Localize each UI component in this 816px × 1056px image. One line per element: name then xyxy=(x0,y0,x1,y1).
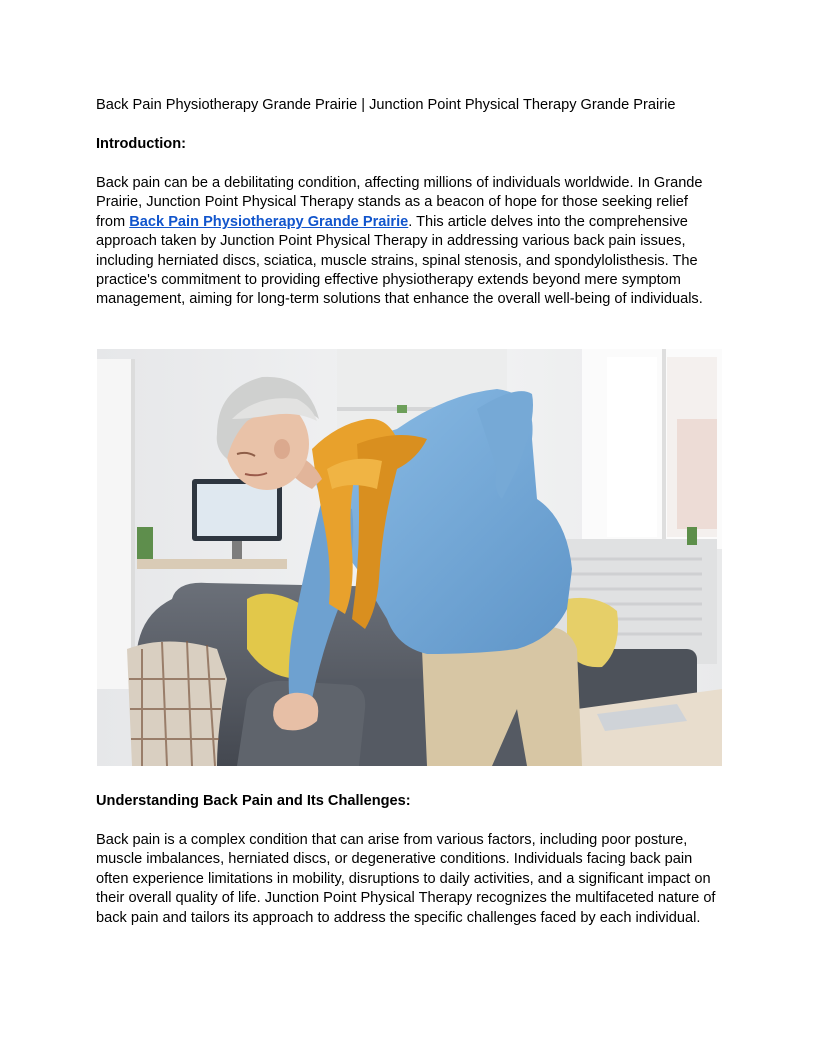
understanding-back-pain-paragraph xyxy=(96,831,726,928)
back-pain-physiotherapy-link[interactable]: Back Pain Physiotherapy Grande Prairie xyxy=(129,213,409,230)
paragraph-text: from xyxy=(96,213,130,230)
paragraph-line: Prairie, Junction Point Physical Therapy stands as a beacon of hope for those seeking relief xyxy=(96,194,688,211)
understanding-back-pain-heading: Understanding Back Pain and Its Challenges: xyxy=(96,793,411,809)
paragraph-text: . This article delves into the comprehensive xyxy=(408,213,688,230)
introduction-paragraph xyxy=(96,174,726,310)
document-title: Back Pain Physiotherapy Grande Prairie | Junction Point Physical Therapy Grande Prairie xyxy=(96,97,676,113)
paragraph-line: management, aiming for long-term solutions that enhance the overall well-being of individuals. xyxy=(96,291,703,308)
paragraph-line: practice's commitment to providing effective physiotherapy extends beyond mere symptom xyxy=(96,272,681,289)
paragraph-line: including herniated discs, sciatica, muscle strains, spinal stenosis, and spondylolisthesis. The xyxy=(96,252,698,269)
paragraph-line: Back pain can be a debilitating condition, affecting millions of individuals worldwide. In Grande xyxy=(96,175,703,191)
paragraph-line-with-link xyxy=(96,213,726,232)
paragraph-line: their overall quality of life. Junction Point Physical Therapy recognizes the multifaceted nature of xyxy=(96,890,716,907)
paragraph-line: approach taken by Junction Point Physical Therapy in addressing various back pain issues, xyxy=(96,233,686,250)
paragraph-line: muscle imbalances, herniated discs, or degenerative conditions. Individuals facing back pain xyxy=(96,851,693,868)
back-pain-photo xyxy=(97,349,722,766)
paragraph-line: often experience limitations in mobility, disruptions to daily activities, and a significant impact on xyxy=(96,870,711,887)
paragraph-line: Back pain is a complex condition that can arise from various factors, including poor posture, xyxy=(96,832,688,848)
paragraph-line: back pain and tailors its approach to address the specific challenges faced by each individual. xyxy=(96,909,701,926)
introduction-heading: Introduction: xyxy=(96,136,186,152)
